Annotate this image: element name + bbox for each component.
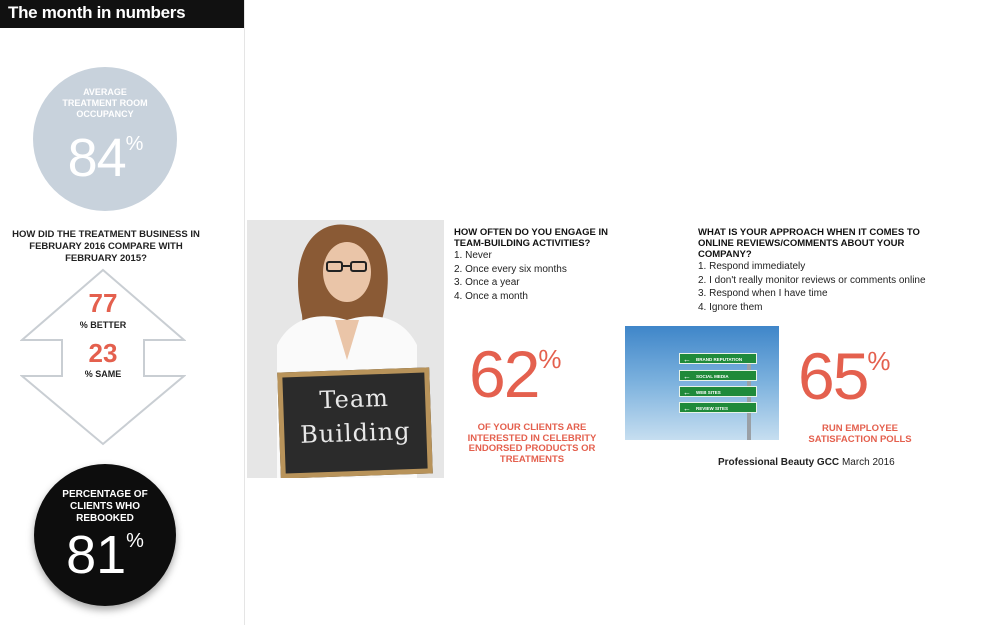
survey-online-reviews bbox=[698, 227, 948, 314]
stat-62-caption: OF YOUR CLIENTS ARE INTERESTED IN CELEBRITY ENDORSED PRODUCTS OR TREATMENTS bbox=[467, 422, 597, 465]
sign-web-sites: ← WEB SITES bbox=[679, 386, 757, 397]
left-arrow-icon: ← bbox=[683, 355, 691, 364]
survey-team-building bbox=[454, 227, 634, 303]
occupancy-circle bbox=[33, 67, 177, 211]
stat-65-value: 65% bbox=[798, 339, 889, 413]
survey2-question: WHAT IS YOUR APPROACH WHEN IT COMES TO ONLINE REVIEWS/COMMENTS ABOUT YOUR COMPANY? bbox=[698, 227, 920, 260]
survey2-option: 4. Ignore them bbox=[698, 301, 763, 313]
stat-62-value: 62% bbox=[469, 337, 560, 411]
team-building-photo bbox=[247, 220, 444, 478]
survey1-question: HOW OFTEN DO YOU ENGAGE IN TEAM-BUILDING ACTIVITIES? bbox=[454, 227, 608, 249]
comparison-question: HOW DID THE TREATMENT BUSINESS IN FEBRUARY 2016 COMPARE WITH FEBRUARY 2015? bbox=[12, 229, 200, 264]
survey1-option: 4. Once a month bbox=[454, 290, 528, 302]
survey1-option: 2. Once every six months bbox=[454, 263, 567, 275]
source-credit: Professional Beauty GCC March 2016 bbox=[718, 457, 895, 468]
rebooked-value: 81% bbox=[66, 525, 144, 585]
better-value: 77 bbox=[88, 288, 118, 318]
same-label: % SAME bbox=[84, 369, 122, 379]
rebooked-circle bbox=[34, 464, 176, 606]
board-line-1: Team bbox=[318, 383, 390, 415]
sign-brand-reputation: ← BRAND REPUTATION bbox=[679, 353, 757, 364]
comparison-arrow bbox=[20, 268, 186, 446]
left-sidebar bbox=[0, 0, 245, 625]
stat-65-caption: RUN EMPLOYEE SATISFACTION POLLS bbox=[808, 423, 912, 445]
sign-review-sites: ← REVIEW SITES bbox=[679, 402, 757, 413]
same-value: 23 bbox=[88, 338, 118, 368]
survey2-option: 1. Respond immediately bbox=[698, 261, 806, 272]
occupancy-label: AVERAGE TREATMENT ROOM OCCUPANCY bbox=[62, 87, 148, 119]
survey1-option: 1. Never bbox=[454, 250, 492, 261]
left-arrow-icon: ← bbox=[683, 372, 691, 381]
survey2-option: 3. Respond when I have time bbox=[698, 288, 828, 299]
survey1-option: 3. Once a year bbox=[454, 277, 520, 288]
signpost-photo bbox=[625, 326, 779, 440]
rebooked-label: PERCENTAGE OF CLIENTS WHO REBOOKED bbox=[62, 489, 148, 524]
chalkboard bbox=[277, 367, 433, 478]
header-bar bbox=[0, 0, 244, 28]
survey2-option: 2. I don't really monitor reviews or comments online bbox=[698, 274, 926, 286]
page-title: The month in numbers bbox=[8, 3, 186, 22]
occupancy-value: 84% bbox=[67, 128, 143, 188]
left-arrow-icon: ← bbox=[683, 388, 691, 397]
sign-social-media: ← SOCIAL MEDIA bbox=[679, 370, 757, 381]
signpost-pole bbox=[747, 356, 751, 440]
better-label: % BETTER bbox=[79, 320, 127, 330]
left-arrow-icon: ← bbox=[683, 404, 691, 413]
board-line-2: Building bbox=[299, 417, 411, 449]
